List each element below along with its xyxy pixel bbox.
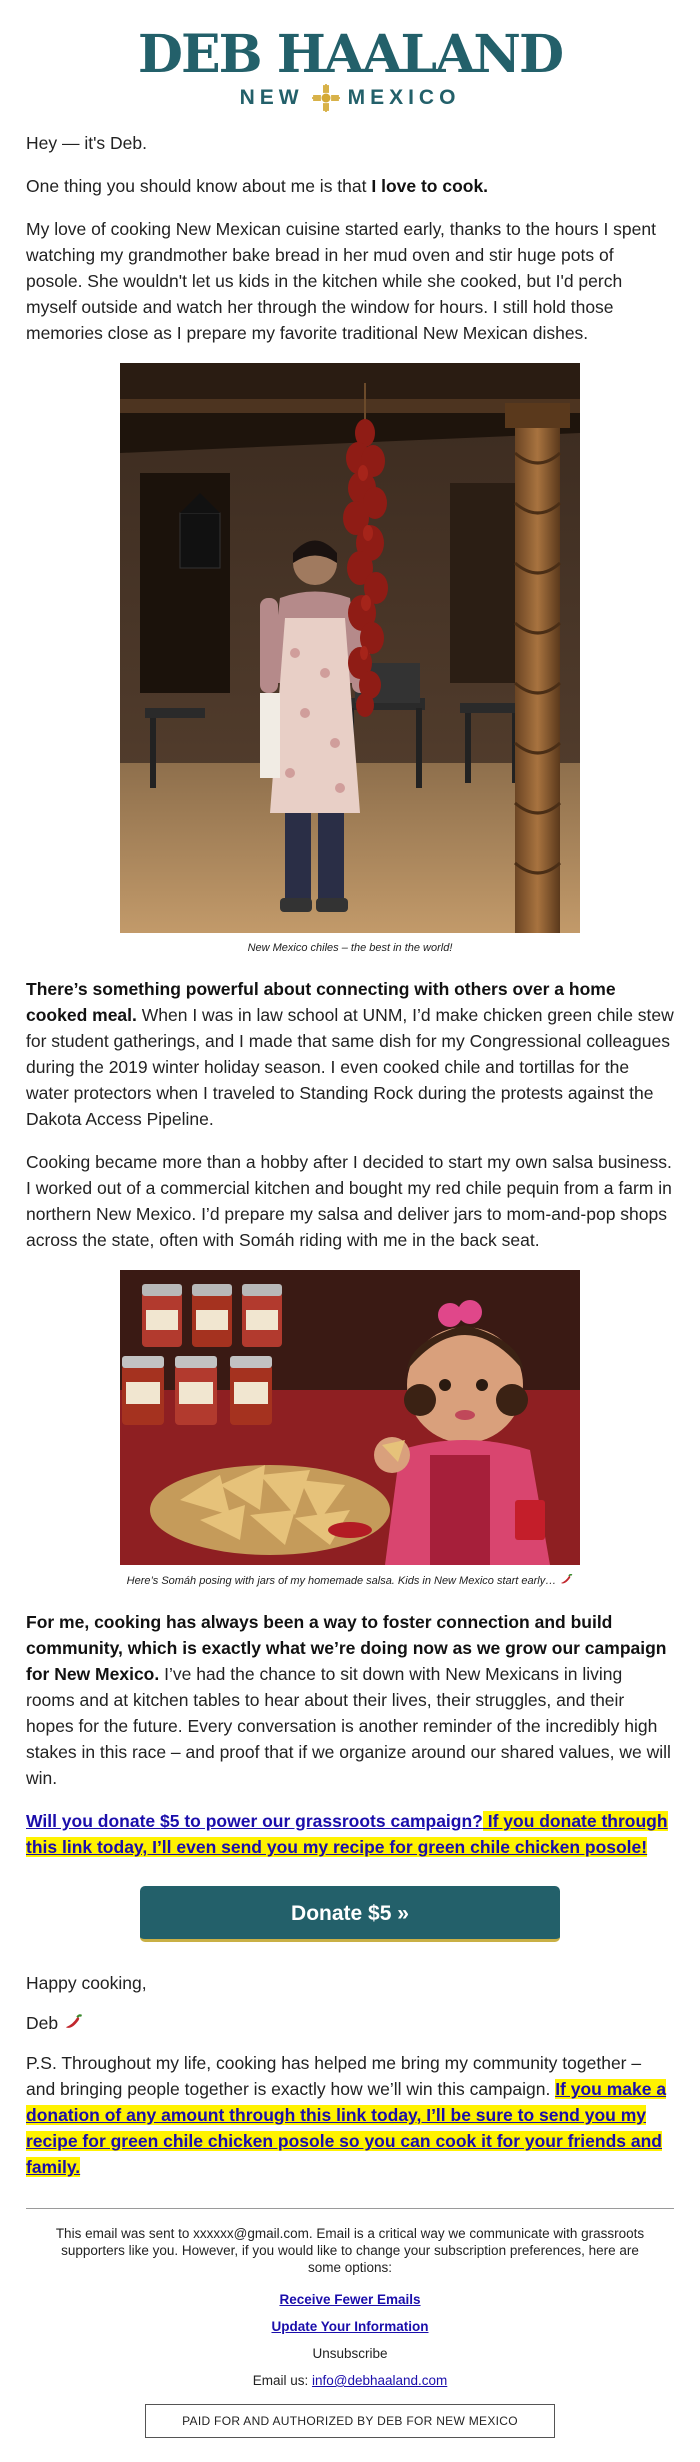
donate-5-button[interactable]: Donate $5 » [140, 1886, 560, 1942]
ps-plain: P.S. Throughout my life, cooking has helped me bring my community together – and bringing people together is exactly how we’ll win this campaign. [26, 2053, 642, 2099]
photo-somah-with-salsa-jars [120, 1270, 580, 1565]
subscription-notice: This email was sent to xxxxxx@gmail.com. Email is a critical way we communicate with grassroots supporters like you. However, if you would like to change your subscription preferences, here are some options: [55, 2226, 645, 2275]
chile-pepper-icon [559, 1575, 573, 1587]
email-body [0, 130, 700, 2180]
connection-paragraph [26, 976, 674, 1132]
logo-sub-left: NEW [239, 86, 304, 109]
closing: Happy cooking, [26, 1973, 147, 1993]
figure-somah-salsa [120, 1270, 580, 1587]
logo-subline [0, 84, 700, 112]
contact-email-label: Email us: [252, 2373, 312, 2388]
community-rest: I’ve had the chance to sit down with New Mexicans in living rooms and at kitchen tables to hear about their lives, their struggles, and their hopes for the future. Every conversation is another reminder of the incredibly high stakes in this race – and proof that if we organize around our shared values, we will win. [26, 1664, 671, 1788]
signature-line [26, 2010, 674, 2036]
footer-divider [26, 2208, 674, 2209]
intro-paragraph [26, 173, 674, 199]
intro-bold: I love to cook. [371, 176, 489, 196]
chile-pepper-icon [63, 2013, 83, 2033]
footer [0, 2225, 700, 2462]
ps-donation-link[interactable]: If you make a donation of any amount through this link today, I’ll be sure to send you my recipe for green chile chicken posole so you can cook it for your friends and family. [26, 2079, 667, 2177]
logo-wordmark: DEB HAALAND [137, 24, 563, 85]
unsubscribe-link[interactable]: Unsubscribe [312, 2346, 388, 2361]
donate-button-container [26, 1886, 674, 1942]
ps-paragraph [26, 2050, 674, 2180]
connection-bold: There’s something powerful about connecting with others over a home cooked meal. [26, 979, 616, 1025]
figure-chiles [120, 363, 580, 954]
contact-email-line [50, 2373, 650, 2388]
update-information-link[interactable]: Update Your Information [271, 2319, 429, 2334]
donation-ask-plain: Will you donate $5 to power our grassroots campaign? [26, 1811, 483, 1831]
photo-caption-somah-text: Here’s Somáh posing with jars of my homemade salsa. Kids in New Mexico start early… [126, 1575, 557, 1587]
receive-fewer-emails-link[interactable]: Receive Fewer Emails [279, 2292, 421, 2307]
photo-deb-with-chile-ristra [120, 363, 580, 933]
contact-email-link[interactable]: info@debhaaland.com [311, 2373, 448, 2388]
salsa-business-paragraph: Cooking became more than a hobby after I decided to start my own salsa business. I worked out of a commercial kitchen and bought my red chile pequin from a farm in northern New Mexico. I’d prepare my salsa and deliver jars to mom-and-pop shops across the state, often with Somáh riding with me in the back seat. [26, 1152, 672, 1250]
zia-sun-symbol-icon [312, 84, 340, 112]
grandmother-paragraph: My love of cooking New Mexican cuisine started early, thanks to the hours I spent watching my grandmother bake bread in her mud oven and stir huge pots of posole. She wouldn't let us kids in the kitchen while she cooked, but I'd perch myself outside and watch her through the window for hours. I still hold those memories close as I prepare my favorite traditional New Mexican dishes. [26, 219, 656, 343]
community-paragraph [26, 1609, 674, 1791]
signature-name: Deb [26, 2013, 59, 2033]
intro-lead: One thing you should know about me is that [26, 176, 372, 196]
logo-sub-right: MEXICO [347, 86, 461, 109]
paid-for-disclaimer: PAID FOR AND AUTHORIZED BY DEB FOR NEW MEXICO [145, 2404, 555, 2438]
photo-caption-somah [120, 1574, 580, 1587]
donation-ask-highlight: If you donate through this link today, I’ll even send you my recipe for green chile chicken posole! [26, 1811, 668, 1857]
connection-rest: When I was in law school at UNM, I’d make chicken green chile stew for student gatherings, and I made that same dish for my Congressional colleagues during the 2019 winter holiday season. I even cooked chile and tortillas for the water protectors when I traveled to Standing Rock during the protests against the Dakota Access Pipeline. [26, 1005, 674, 1129]
community-bold: For me, cooking has always been a way to foster connection and build community, which is exactly what we’re doing now as we grow our campaign for New Mexico. [26, 1612, 667, 1684]
greeting: Hey — it's Deb. [26, 133, 148, 153]
header [0, 0, 700, 130]
donation-ask-link[interactable] [26, 1811, 668, 1857]
donation-ask [26, 1808, 674, 1860]
photo-caption-chiles: New Mexico chiles – the best in the world! [247, 942, 453, 954]
